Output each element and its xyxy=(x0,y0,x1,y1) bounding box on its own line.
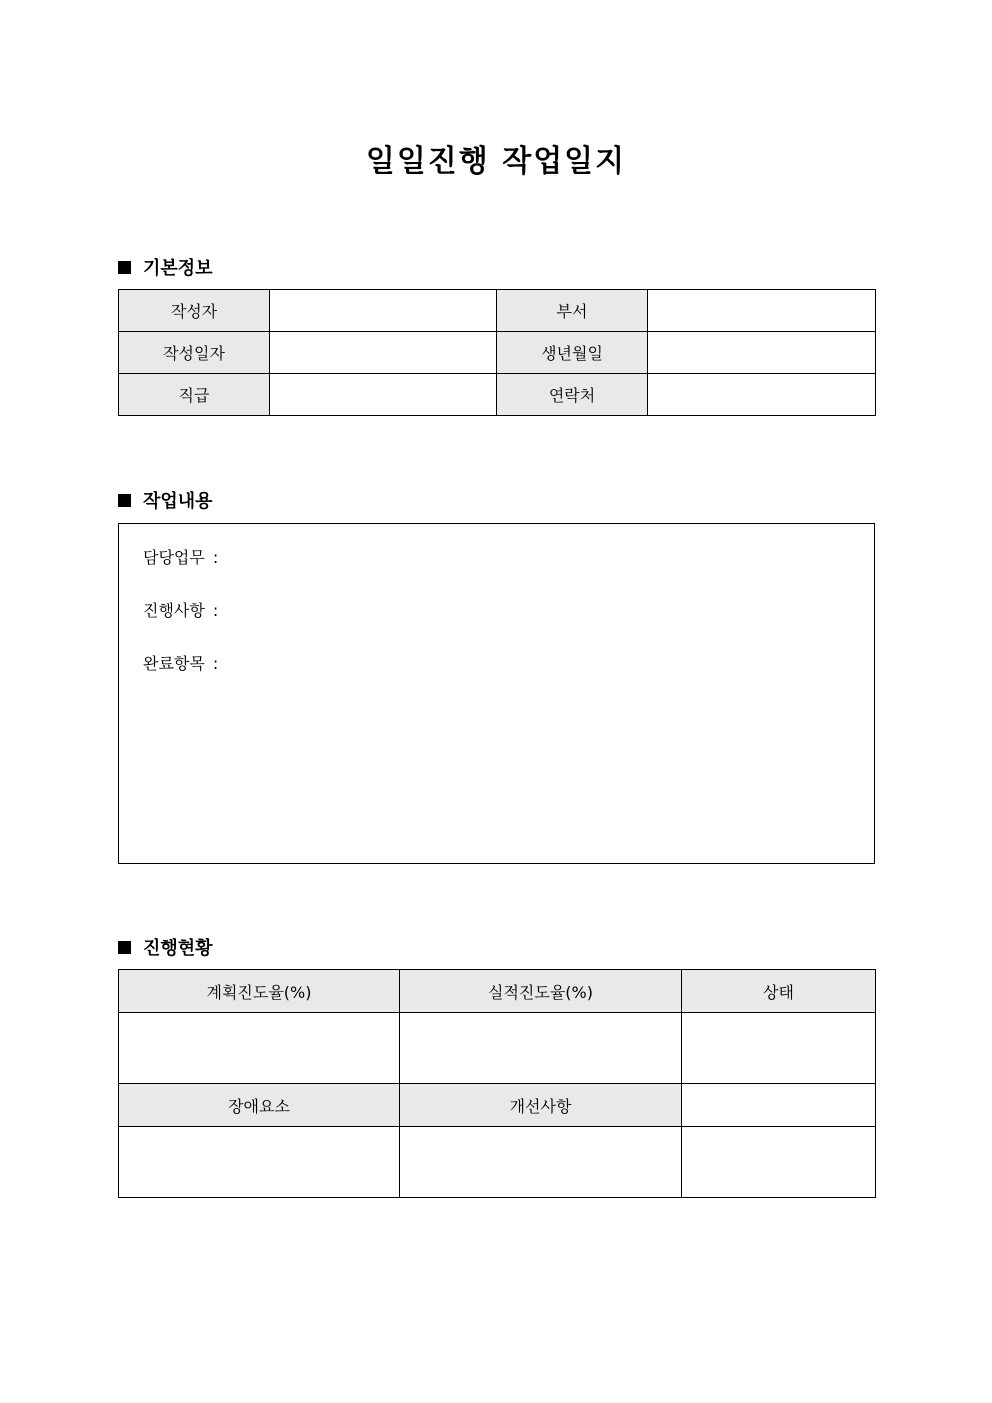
work-line-assigned-task xyxy=(143,545,218,568)
extra-field[interactable] xyxy=(682,1127,876,1198)
completed-items-label: 완료항목 xyxy=(143,654,205,673)
section-heading-label: 작업내용 xyxy=(143,491,213,512)
work-content-box[interactable] xyxy=(118,523,875,864)
square-bullet-icon xyxy=(118,941,131,954)
square-bullet-icon xyxy=(118,261,131,274)
table-row xyxy=(119,374,876,416)
colon: : xyxy=(212,548,219,567)
obstacles-field[interactable] xyxy=(119,1127,400,1198)
date-written-field[interactable] xyxy=(270,332,497,374)
header-obstacles: 장애요소 xyxy=(119,1084,400,1127)
section-heading-label: 기본정보 xyxy=(143,258,213,279)
table-row xyxy=(119,1013,876,1084)
empty-header-cell[interactable] xyxy=(682,1084,876,1127)
status-field[interactable] xyxy=(682,1013,876,1084)
contact-field[interactable] xyxy=(648,374,876,416)
birthdate-field[interactable] xyxy=(648,332,876,374)
label-contact: 연락처 xyxy=(497,374,648,416)
header-status: 상태 xyxy=(682,970,876,1013)
square-bullet-icon xyxy=(118,494,131,507)
header-improvements: 개선사항 xyxy=(400,1084,682,1127)
label-position: 직급 xyxy=(119,374,270,416)
label-date-written: 작성일자 xyxy=(119,332,270,374)
basic-info-table xyxy=(118,289,876,416)
progress-items-label: 진행사항 xyxy=(143,601,205,620)
label-author: 작성자 xyxy=(119,290,270,332)
table-row xyxy=(119,1127,876,1198)
assigned-task-label: 담당업무 xyxy=(143,548,205,567)
header-planned-progress: 계획진도율(%) xyxy=(119,970,400,1013)
label-birthdate: 생년월일 xyxy=(497,332,648,374)
table-row xyxy=(119,970,876,1013)
header-actual-progress: 실적진도율(%) xyxy=(400,970,682,1013)
position-field[interactable] xyxy=(270,374,497,416)
colon: : xyxy=(212,601,219,620)
department-field[interactable] xyxy=(648,290,876,332)
section-heading-label: 진행현황 xyxy=(143,938,213,959)
planned-progress-field[interactable] xyxy=(119,1013,400,1084)
document-title: 일일진행 작업일지 xyxy=(365,144,627,179)
section-heading-progress-status xyxy=(118,934,213,960)
table-row xyxy=(119,332,876,374)
colon: : xyxy=(212,654,219,673)
author-field[interactable] xyxy=(270,290,497,332)
label-department: 부서 xyxy=(497,290,648,332)
progress-status-table xyxy=(118,969,876,1198)
actual-progress-field[interactable] xyxy=(400,1013,682,1084)
section-heading-work-content xyxy=(118,487,213,513)
work-line-progress-items xyxy=(143,598,218,621)
improvements-field[interactable] xyxy=(400,1127,682,1198)
table-row xyxy=(119,290,876,332)
work-line-completed-items xyxy=(143,651,218,674)
table-row xyxy=(119,1084,876,1127)
section-heading-basic-info xyxy=(118,254,213,280)
